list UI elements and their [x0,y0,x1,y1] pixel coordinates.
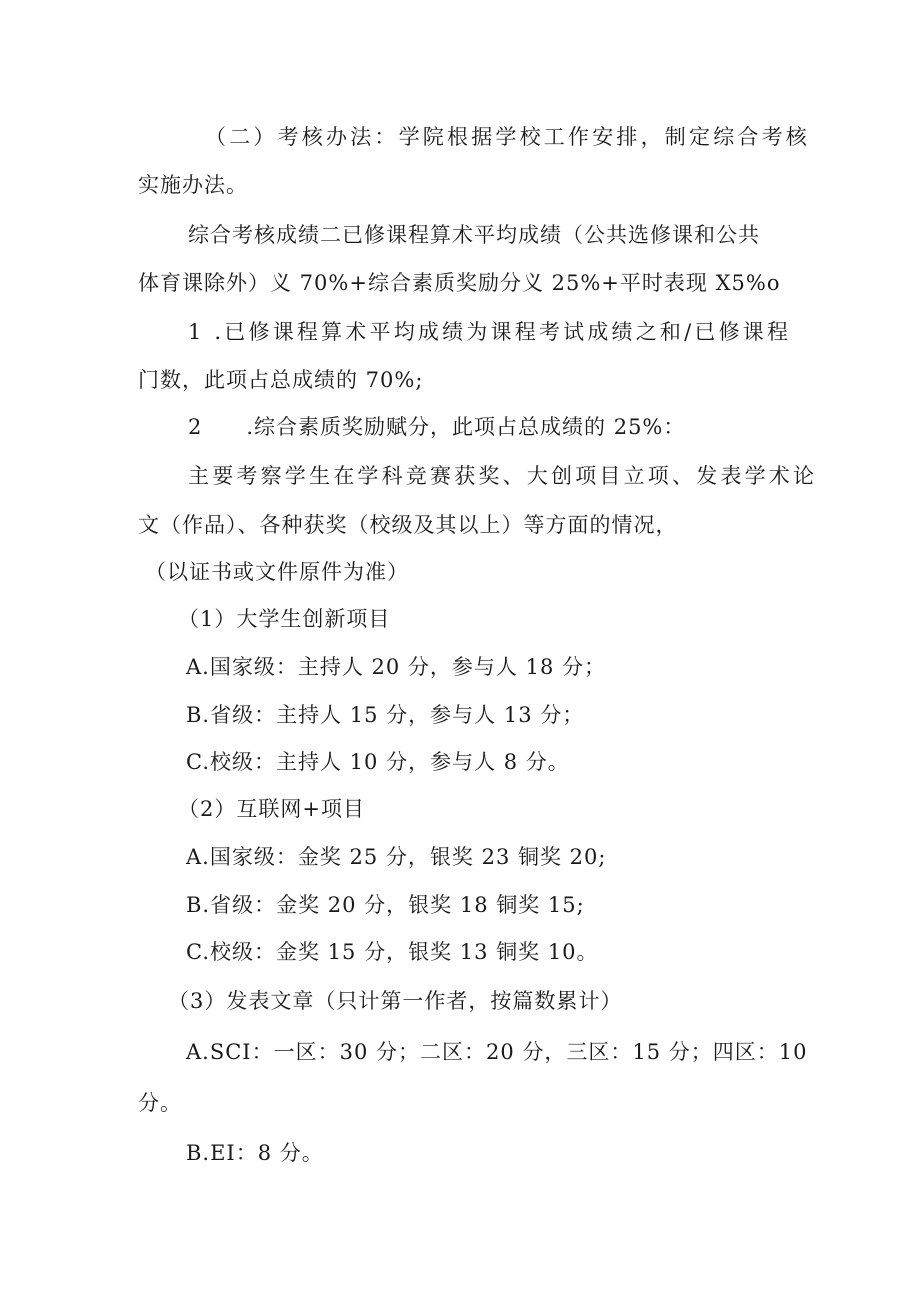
list-item: A.国家级：主持人 20 分，参与人 18 分； [186,655,606,679]
list-item-2: 2 .综合素质奖励赋分，此项占总成绩的 25%： [188,415,686,439]
formula-line: 体育课除外）义 70%+综合素质奖励分义 25%+平时表现 X5%o [138,271,781,295]
list-item: B.省级：金奖 20 分，银奖 18 铜奖 15; [186,893,585,917]
list-item: B.省级：主持人 15 分，参与人 13 分； [186,703,585,727]
list-item: C.校级：金奖 15 分，银奖 13 铜奖 10。 [186,940,599,964]
list-item: A.SCI：一区：30 分；二区：20 分，三区：15 分；四区：10 [186,1040,808,1064]
list-item-1-continued: 门数，此项占总成绩的 70%; [138,368,424,392]
subsection-heading-internet-plus: （2）互联网+项目 [178,797,365,821]
paragraph-line: 主要考察学生在学科竞赛获奖、大创项目立项、发表学术论 [188,464,818,488]
paragraph-line: （以证书或文件原件为准） [145,560,409,584]
list-item-1: 1 .已修课程算术平均成绩为课程考试成绩之和/已修课程 [188,320,792,344]
paragraph-line: 文（作品）、各种获奖（校级及其以上）等方面的情况， [138,513,678,537]
formula-line: 综合考核成绩二已修课程算术平均成绩（公共选修课和公共 [188,223,760,247]
list-item: C.校级：主持人 10 分，参与人 8 分。 [186,750,570,774]
list-item: A.国家级：金奖 25 分，银奖 23 铜奖 20; [186,845,607,869]
section-heading-assessment-method: （二）考核办法：学院根据学校工作安排，制定综合考核 [205,125,810,149]
subsection-heading-publications: （3）发表文章（只计第一作者，按篇数累计） [168,989,623,1013]
list-item: B.EI：8 分。 [186,1141,324,1165]
paragraph-line: 实施办法。 [138,173,248,197]
list-item-continued: 分。 [138,1091,182,1115]
subsection-heading-innovation: （1）大学生创新项目 [178,607,391,631]
